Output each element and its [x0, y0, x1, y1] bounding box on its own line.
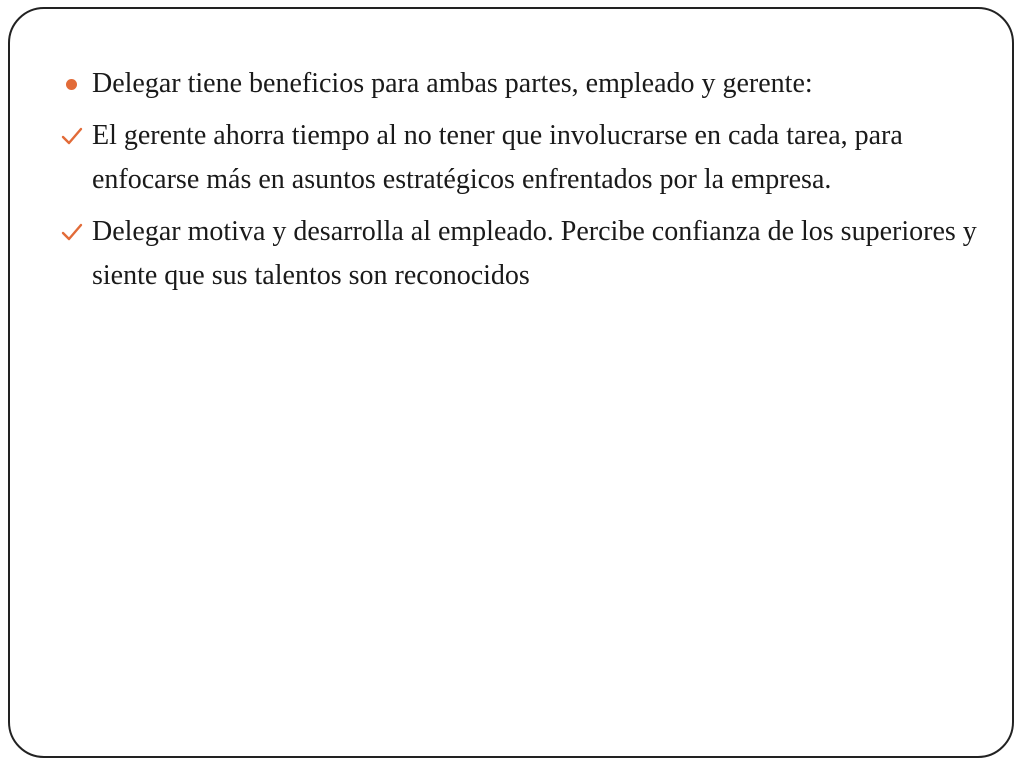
bullet-item	[60, 62, 980, 106]
checkmark-icon	[61, 126, 83, 146]
bullet-marker	[60, 210, 88, 254]
bullet-marker	[60, 114, 88, 158]
checkmark-icon	[61, 222, 83, 242]
bullet-text: Delegar motiva y desarrolla al empleado. Percibe confianza de los superiores y siente que sus talentos son reconocidos	[92, 216, 977, 291]
bullet-text: El gerente ahorra tiempo al no tener que involucrarse en cada tarea, para enfocarse más en asuntos estratégicos enfrentados por la empresa.	[92, 120, 903, 195]
bullet-item	[60, 114, 980, 202]
dot-icon	[66, 79, 77, 90]
bullet-item	[60, 210, 980, 298]
slide-content	[60, 62, 980, 306]
bullet-marker	[60, 62, 88, 106]
bullet-text: Delegar tiene beneficios para ambas partes, empleado y gerente:	[92, 68, 813, 99]
